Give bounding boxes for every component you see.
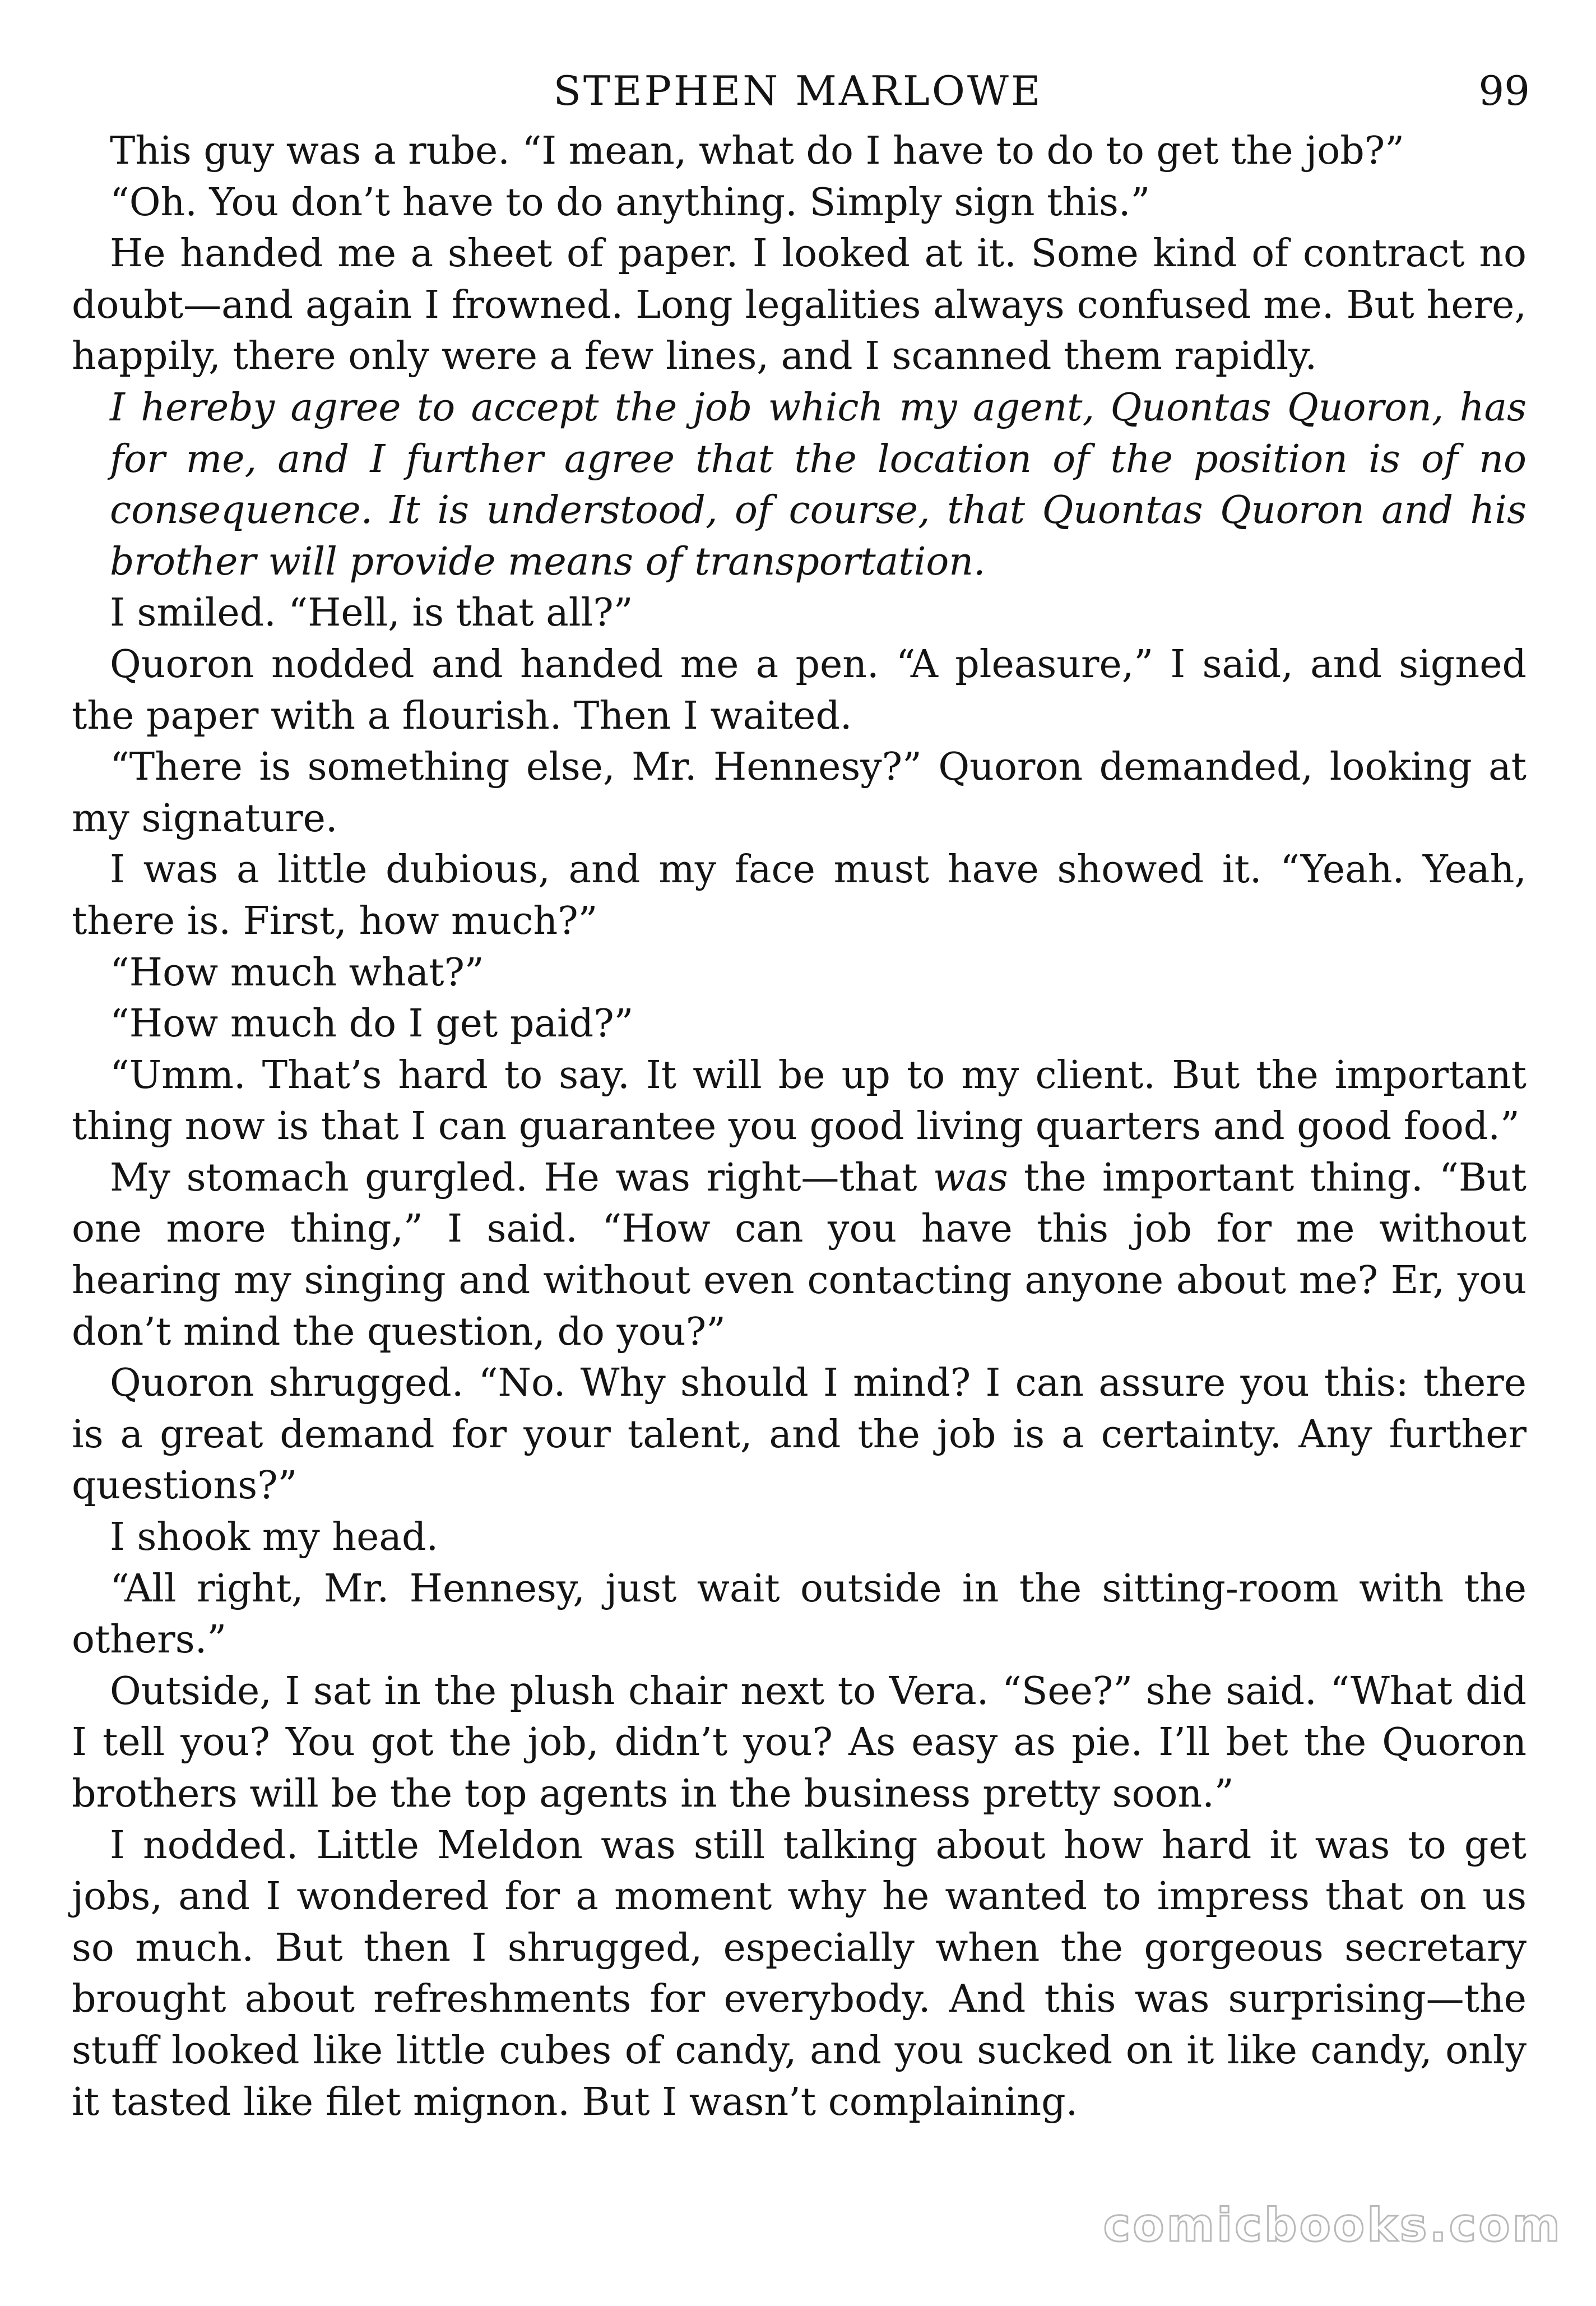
paragraph: I smiled. “Hell, is that all?” [110, 591, 633, 636]
paragraph: “How much what?” [110, 950, 484, 995]
paragraph: “All right, Mr. Hennesy, just wait outside in the sitting-room with the others.” [72, 1566, 1527, 1663]
paragraph: I nodded. Little Meldon was still talking about how hard it was to get jobs, and I wondered for a moment why he wanted to impress that on us so much. But then I shrugged, especially when the gorgeous secretary brought about refreshments for everybody. And this was surprising—the stuff looked like little cubes of candy, and you sucked on it like candy, only it tasted like filet mignon. But I wasn’t complaining. [72, 1823, 1527, 2124]
paragraph: Quoron nodded and handed me a pen. “A pleasure,” I said, and signed the paper with a flourish. Then I waited. [72, 642, 1527, 738]
paragraph-with-emphasis [72, 1152, 1527, 1358]
paragraph: Outside, I sat in the plush chair next to Vera. “See?” she said. “What did I tell you? You got the job, didn’t you? As easy as pie. I’ll bet the Quoron brothers will be the top agents in the business pretty soon.” [72, 1669, 1527, 1816]
page-number: 99 [1478, 67, 1530, 114]
paragraph: “How much do I get paid?” [110, 1002, 634, 1047]
paragraph-text: My stomach gurgled. He was right—that [110, 1155, 933, 1200]
running-title: STEPHEN MARLOWE [553, 67, 1043, 114]
paragraph: I was a little dubious, and my face must have showed it. “Yeah. Yeah, there is. First, how much?” [72, 848, 1527, 943]
paragraph-text: the important thing. “But one more thing,” I said. “How can you have this job for me without hearing my singing and without even contacting anyone about me? Er, you don’t mind the question, do you?” [72, 1155, 1527, 1354]
paragraph: “Umm. That’s hard to say. It will be up to my client. But the important thing now is that I can guarantee you good living quarters and good food.” [72, 1053, 1527, 1149]
paragraph: I shook my head. [110, 1515, 439, 1560]
running-head [0, 63, 1596, 119]
paragraph: “Oh. You don’t have to do anything. Simply sign this.” [110, 180, 1150, 225]
paragraph: He handed me a sheet of paper. I looked at it. Some kind of contract no doubt—and again I frowned. Long legalities always confused me. But here, happily, there only were a few lines, and I scanned them rapidly. [72, 231, 1527, 379]
contract-text: I hereby agree to accept the job which my agent, Quontas Quoron, has for me, and I further agree that the location of the position is of no consequence. It is understood, of course, that Quontas Quoron and his brother will provide means of transportation. [110, 385, 1527, 584]
body-text [72, 126, 1527, 2128]
paragraph: Quoron shrugged. “No. Why should I mind? I can assure you this: there is a great demand for your talent, and the job is a certainty. Any further questions?” [72, 1361, 1527, 1508]
emphasized-word: was [932, 1155, 1008, 1200]
paragraph: “There is something else, Mr. Hennesy?” Quoron demanded, looking at my signature. [72, 745, 1527, 841]
watermark-logo: comicbooks.com [1103, 2199, 1562, 2252]
paragraph: This guy was a rube. “I mean, what do I have to do to get the job?” [110, 129, 1404, 173]
